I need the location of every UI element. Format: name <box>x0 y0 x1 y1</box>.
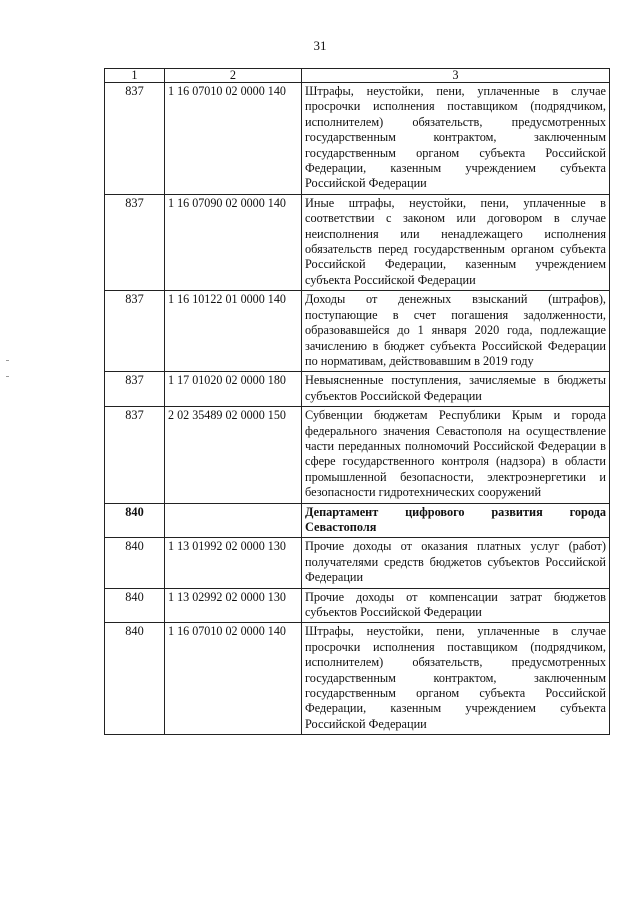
table-row <box>105 623 610 735</box>
admin-code-cell: 837 <box>105 372 165 407</box>
admin-code-cell: 837 <box>105 291 165 372</box>
department-heading-row <box>105 503 610 538</box>
admin-code-cell: 837 <box>105 407 165 503</box>
revenue-code-cell: 2 02 35489 02 0000 150 <box>165 407 302 503</box>
table-row <box>105 291 610 372</box>
table-row <box>105 83 610 195</box>
revenue-description-cell: Прочие доходы от компенсации затрат бюджетов субъектов Российской Федерации <box>302 588 610 623</box>
column-header-2: 2 <box>165 69 302 83</box>
department-name-cell: Департамент цифрового развития города Севастополя <box>302 503 610 538</box>
table-row <box>105 588 610 623</box>
revenue-description-cell: Штрафы, неустойки, пени, уплаченные в случае просрочки исполнения поставщиком (подрядчиком, исполнителем) обязательств, предусмотренных государственным контрактом, заключенным государственным органом субъекта Российской Федерации, казенным учреждением субъекта Российской Федерации <box>302 623 610 735</box>
margin-mark <box>6 376 9 377</box>
admin-code-cell: 840 <box>105 623 165 735</box>
table-header-row <box>105 69 610 83</box>
revenue-description-cell: Доходы от денежных взысканий (штрафов), поступающие в счет погашения задолженности, образовавшейся до 1 января 2020 года, подлежащие зачислению в бюджет субъекта Российской Федерации по нормативам, действовавшим в 2019 году <box>302 291 610 372</box>
table-row <box>105 194 610 290</box>
revenue-code-cell: 1 16 07010 02 0000 140 <box>165 83 302 195</box>
revenue-description-cell: Прочие доходы от оказания платных услуг (работ) получателями средств бюджетов субъектов Российской Федерации <box>302 538 610 588</box>
admin-code-cell: 837 <box>105 194 165 290</box>
revenue-code-cell: 1 16 07010 02 0000 140 <box>165 623 302 735</box>
revenue-codes-table <box>104 68 610 735</box>
revenue-description-cell: Штрафы, неустойки, пени, уплаченные в случае просрочки исполнения поставщиком (подрядчиком, исполнителем) обязательств, предусмотренных государственным контрактом, заключенным государственным органом субъекта Российской Федерации, казенным учреждением субъекта Российской Федерации <box>302 83 610 195</box>
revenue-description-cell: Невыясненные поступления, зачисляемые в бюджеты субъектов Российской Федерации <box>302 372 610 407</box>
table-row <box>105 407 610 503</box>
column-header-1: 1 <box>105 69 165 83</box>
revenue-code-cell <box>165 503 302 538</box>
table-row <box>105 538 610 588</box>
column-header-3: 3 <box>302 69 610 83</box>
revenue-code-cell: 1 13 01992 02 0000 130 <box>165 538 302 588</box>
admin-code-cell: 840 <box>105 503 165 538</box>
revenue-code-cell: 1 13 02992 02 0000 130 <box>165 588 302 623</box>
revenue-description-cell: Субвенции бюджетам Республики Крым и города федерального значения Севастополя на осуществление части переданных полномочий Российской Федерации в сфере государственного контроля (надзора) в области промышленной безопасности, электроэнергетики и безопасности гидротехнических сооружений <box>302 407 610 503</box>
table-row <box>105 372 610 407</box>
admin-code-cell: 840 <box>105 588 165 623</box>
page-number: 31 <box>313 38 327 53</box>
revenue-code-cell: 1 16 10122 01 0000 140 <box>165 291 302 372</box>
revenue-description-cell: Иные штрафы, неустойки, пени, уплаченные в соответствии с законом или договором в случае неисполнения или ненадлежащего исполнения обязательств перед государственным органом субъекта Российской Федерации, казенным учреждением субъекта Российской Федерации <box>302 194 610 290</box>
revenue-code-cell: 1 16 07090 02 0000 140 <box>165 194 302 290</box>
margin-mark <box>6 360 9 361</box>
admin-code-cell: 840 <box>105 538 165 588</box>
revenue-code-cell: 1 17 01020 02 0000 180 <box>165 372 302 407</box>
admin-code-cell: 837 <box>105 83 165 195</box>
